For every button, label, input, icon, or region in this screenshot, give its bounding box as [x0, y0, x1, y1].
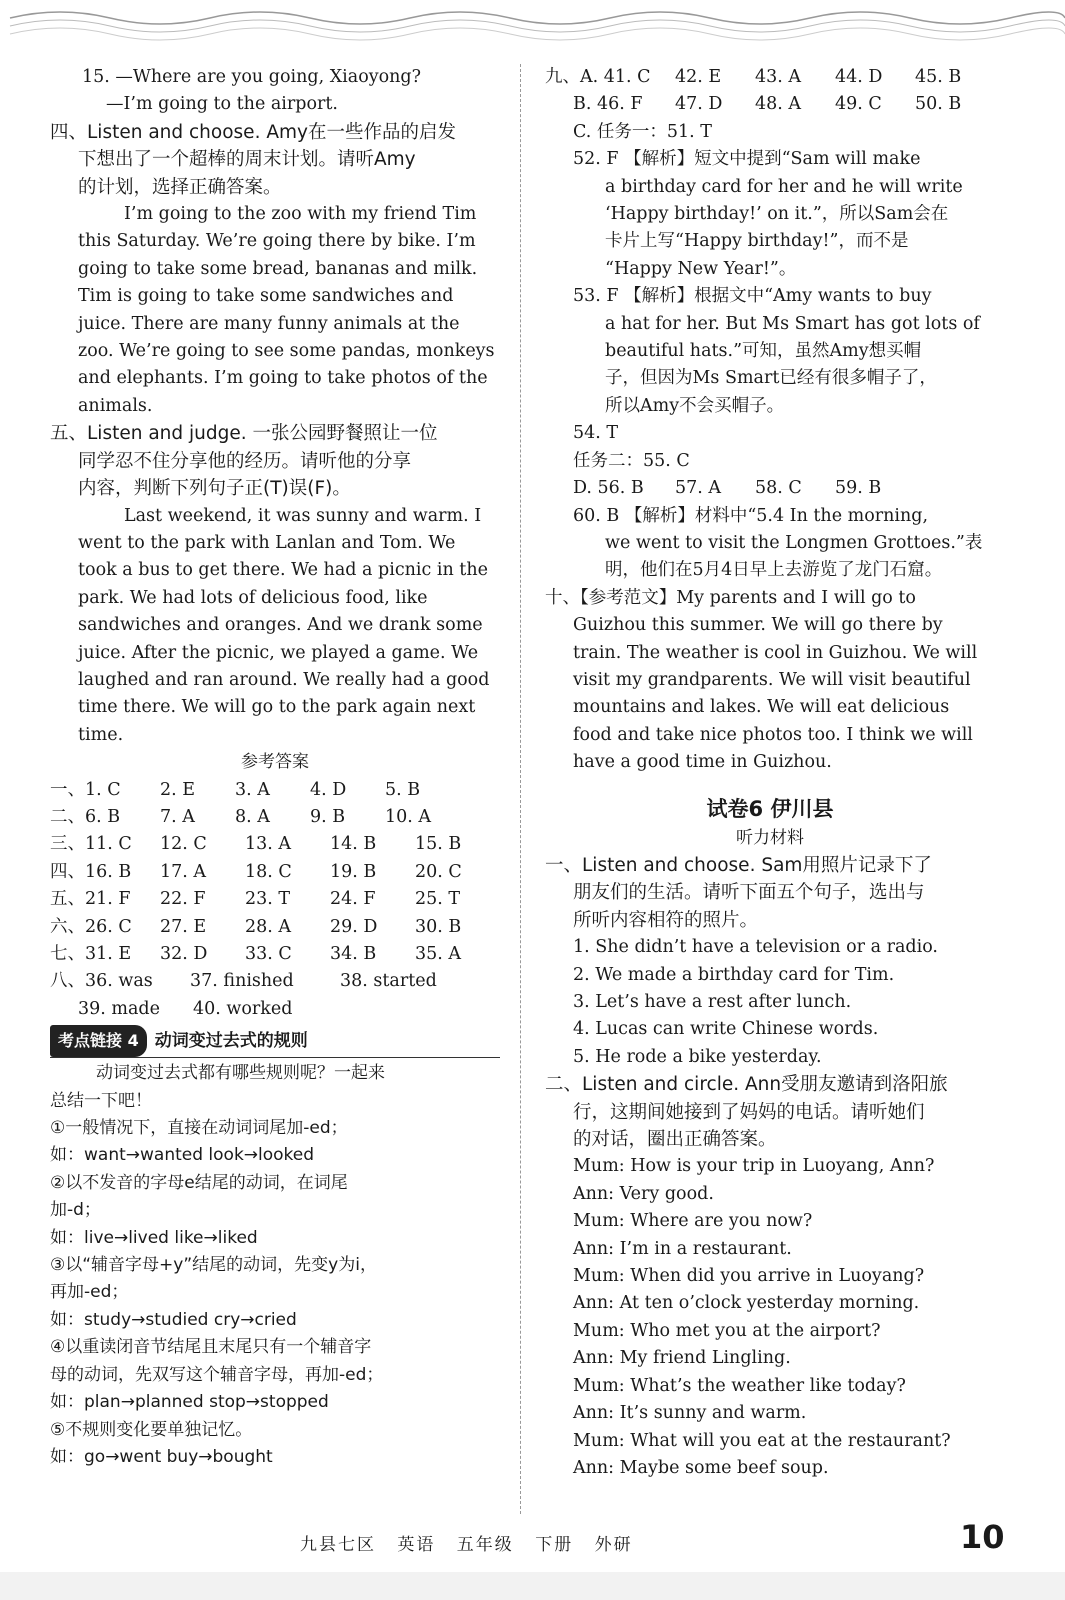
answer-cell: 43. A [755, 67, 802, 87]
dialogue-line: Mum: Where are you now? [573, 1211, 813, 1232]
knowledge-link-title: 动词变过去式的规则 [154, 1031, 308, 1052]
q53-line: 子，但因为Ms Smart已经有很多帽子了， [605, 368, 937, 389]
note-line: ④以重读闭音节结尾且末尾只有一个辅音字 [50, 1337, 372, 1358]
answer-cell: 九、A. 41. C [545, 67, 651, 87]
answer-cell: 18. C [245, 861, 292, 882]
answer-row [50, 804, 500, 831]
dialogue [545, 1153, 995, 1482]
dialogue-line: Ann: At ten o’clock yesterday morning. [573, 1293, 920, 1314]
dialogue-line: Ann: Maybe some beef soup. [573, 1457, 829, 1478]
knowledge-link-header [50, 1025, 500, 1058]
section1-title-1: 一、Listen and choose. Sam用照片记录下了 [545, 854, 932, 876]
dialogue-line: Mum: When did you arrive in Luoyang? [573, 1266, 925, 1287]
answer-cell: 八、36. was [50, 971, 153, 992]
answer-cell: 34. B [330, 944, 377, 964]
passage-line: laughed and ran around. We really had a good [78, 669, 490, 690]
passage-line: animals. [78, 395, 153, 416]
answer-cell: 24. F [330, 889, 376, 910]
listen-item: 2. We made a birthday card for Tim. [573, 964, 895, 985]
answer-cell: 12. C [160, 834, 207, 855]
section1-items [545, 934, 995, 1071]
section10-line: mountains and lakes. We will eat delicious [573, 697, 950, 718]
right-column [545, 64, 995, 1482]
answer-cell: 39. made [78, 998, 160, 1019]
answer-cell: 4. D [310, 779, 347, 800]
bottom-strip [0, 1572, 1065, 1600]
decorative-top-border [0, 0, 1065, 60]
section10-line: 十、【参考范文】My parents and I will go to [545, 587, 916, 608]
q53-line: 所以Amy不会买帽子。 [605, 395, 785, 416]
section10-line: have a good time in Guizhou. [573, 752, 832, 773]
answer-cell: 20. C [415, 861, 462, 882]
answer-cell: 27. E [160, 916, 207, 937]
task1-line: C. 任务一：51. T [573, 121, 712, 142]
note-line: 加-d； [50, 1200, 101, 1221]
q52-line: ‘Happy birthday!’ on it.”，所以Sam会在 [605, 204, 949, 225]
passage-line: time. [78, 724, 124, 745]
passage-line: going to take some bread, bananas and milk. [78, 258, 478, 279]
answer-cell: 29. D [330, 916, 378, 937]
answer-cell: 37. finished [190, 971, 294, 992]
answer-row [50, 831, 500, 858]
listening-material-heading: 听力材料 [736, 827, 804, 848]
section2-title-1: 二、Listen and circle. Ann受朋友邀请到洛阳旅 [545, 1074, 948, 1096]
section2-title-2: 行，这期间她接到了妈妈的电话。请听她们 [573, 1101, 925, 1123]
section4-passage [50, 201, 500, 420]
answer-cell: 45. B [915, 67, 962, 87]
answer-cell: 8. A [235, 806, 270, 827]
answer-row [545, 475, 995, 502]
answer-row [50, 941, 500, 968]
dialogue-line: Mum: How is your trip in Luoyang, Ann? [573, 1156, 935, 1177]
answer-row [50, 777, 500, 804]
dialogue-line: Mum: What’s the weather like today? [573, 1375, 906, 1396]
answer-cell: 15. B [415, 834, 462, 855]
section1-title-3: 所听内容相符的照片。 [573, 909, 759, 931]
dialogue-line: Mum: What will you eat at the restaurant? [573, 1430, 951, 1451]
passage-line: juice. There are many funny animals at the [78, 313, 460, 334]
q15-line-a: 15. —Where are you going, Xiaoyong? [82, 67, 422, 87]
paper6-title: 试卷6 伊川县 [706, 796, 834, 821]
dialogue-line: Ann: It’s sunny and warm. [573, 1403, 807, 1424]
rules-notes [50, 1060, 500, 1471]
section2-title-3: 的对话，圈出正确答案。 [573, 1129, 777, 1151]
answer-cell: 22. F [160, 889, 206, 910]
answer-cell: 44. D [835, 67, 883, 87]
answer-cell: 5. B [385, 779, 421, 800]
answer-row [50, 886, 500, 913]
q52-line: 52. F 【解析】短文中提到“Sam will make [573, 149, 921, 170]
passage-line: park. We had lots of delicious food, like [78, 587, 428, 608]
section1-title-2: 朋友们的生活。请听下面五个句子，选出与 [573, 882, 925, 904]
left-column [50, 64, 500, 1471]
note-line: 如：go→went buy→bought [50, 1446, 273, 1467]
answer-cell: 28. A [245, 916, 292, 937]
q53-line: a hat for her. But Ms Smart has got lots of [605, 313, 980, 334]
answer-cell: 58. C [755, 478, 802, 499]
section4-title-2: 下想出了一个超棒的周末计划。请听Amy [78, 149, 416, 171]
q53-block [545, 283, 995, 420]
section5-title-2: 同学忍不住分享他的经历。请听他的分享 [78, 450, 412, 472]
answer-cell: 三、11. C [50, 834, 132, 855]
passage-line: Last weekend, it was sunny and warm. I [124, 505, 482, 526]
q52-block [545, 146, 995, 283]
passage-line: time there. We will go to the park again next [78, 697, 476, 718]
answer-cell: 14. B [330, 834, 377, 855]
answer-cell: 四、16. B [50, 861, 132, 882]
passage-line: juice. After the picnic, we played a game. We [78, 642, 479, 663]
answer-cell: 13. A [245, 834, 292, 855]
answer-cell: 33. C [245, 944, 292, 964]
section10-line: Guizhou this summer. We will go there by [573, 615, 943, 636]
q53-line: beautiful hats.”可知，虽然Amy想买帽 [605, 341, 922, 362]
passage-line: I’m going to the zoo with my friend Tim [124, 204, 477, 225]
answer-row [50, 996, 500, 1023]
answer-cell: B. 46. F [573, 94, 643, 115]
q52-line: 卡片上写“Happy birthday!”，而不是 [605, 231, 909, 252]
dialogue-line: Ann: I’m in a restaurant. [573, 1238, 792, 1259]
section10-line: visit my grandparents. We will visit beautiful [573, 669, 971, 690]
note-line: 如：plan→planned stop→stopped [50, 1392, 329, 1413]
answer-cell: 9. B [310, 806, 346, 827]
section10-line: train. The weather is cool in Guizhou. We will [573, 642, 978, 663]
answer-cell: 2. E [160, 779, 196, 800]
answer-cell: 六、26. C [50, 916, 132, 937]
q60-block [545, 503, 995, 585]
answer-cell: 二、6. B [50, 806, 121, 827]
answer-cell: 七、31. E [50, 944, 132, 964]
answer-cell: 30. B [415, 916, 462, 937]
q15-line-b: —I’m going to the airport. [106, 94, 338, 115]
answer-cell: 一、1. C [50, 779, 121, 800]
answer-cell: 38. started [340, 971, 437, 992]
answer-table [50, 777, 500, 1024]
page-number: 10 [960, 1518, 1005, 1556]
note-line: 再加-ed； [50, 1282, 129, 1303]
answer-cell: 17. A [160, 861, 207, 882]
listen-item: 4. Lucas can write Chinese words. [573, 1019, 879, 1040]
listen-item: 5. He rode a bike yesterday. [573, 1046, 822, 1067]
answer-cell: 32. D [160, 944, 208, 964]
q60-line: we went to visit the Longmen Grottoes.”表 [605, 532, 983, 553]
answer-cell: 25. T [415, 889, 461, 910]
note-line: ③以“辅音字母+y”结尾的动词，先变y为i， [50, 1255, 377, 1276]
listen-item: 3. Let’s have a rest after lunch. [573, 992, 852, 1012]
listen-item: 1. She didn’t have a television or a radio. [573, 937, 938, 958]
answer-row [50, 914, 500, 941]
q60-line: 明，他们在5月4日早上去游览了龙门石窟。 [605, 560, 943, 581]
answer-cell: 10. A [385, 806, 432, 827]
answer-cell: 23. T [245, 889, 291, 910]
passage-line: this Saturday. We’re going there by bike. I’m [78, 231, 476, 252]
answer-row [545, 91, 995, 118]
note-line: 总结一下吧！ [50, 1090, 152, 1111]
answer-cell: 59. B [835, 478, 882, 499]
column-divider [520, 64, 521, 1514]
dialogue-line: Ann: Very good. [573, 1183, 714, 1204]
answer-cell: 50. B [915, 94, 962, 115]
dialogue-line: Ann: My friend Lingling. [573, 1348, 791, 1369]
section5-title-1: 五、Listen and judge. 一张公园野餐照让一位 [50, 423, 438, 445]
note-line: ⑤不规则变化要单独记忆。 [50, 1419, 253, 1440]
answer-row [545, 64, 995, 91]
note-line: 如：study→studied cry→cried [50, 1309, 297, 1330]
answer-cell: 35. A [415, 944, 462, 964]
q52-line: “Happy New Year!”。 [605, 258, 797, 279]
section10-line: food and take nice photos too. I think we will [573, 724, 973, 745]
q60-line: 60. B 【解析】材料中“5.4 In the morning, [573, 505, 929, 526]
answer-cell: 57. A [675, 478, 722, 499]
dialogue-line: Mum: Who met you at the airport? [573, 1320, 881, 1341]
passage-line: took a bus to get there. We had a picnic in the [78, 560, 488, 581]
page-footer [0, 1518, 1065, 1570]
passage-line: Tim is going to take some sandwiches and [78, 286, 454, 307]
section10-block [545, 585, 995, 777]
q53-line: 53. F 【解析】根据文中“Amy wants to buy [573, 286, 932, 307]
note-line: 如：want→wanted look→looked [50, 1145, 315, 1166]
passage-line: went to the park with Lanlan and Tom. We [78, 532, 456, 553]
answer-cell: 47. D [675, 94, 723, 115]
answers-heading: 参考答案 [241, 752, 309, 773]
passage-line: sandwiches and oranges. And we drank some [78, 615, 483, 636]
passage-line: zoo. We’re going to see some pandas, monkeys [78, 341, 495, 362]
answer-row [50, 859, 500, 886]
passage-line: and elephants. I’m going to take photos of the [78, 368, 488, 389]
knowledge-link-tag: 考点链接 4 [50, 1025, 147, 1057]
section4-title-1: 四、Listen and choose. Amy在一些作品的启发 [50, 121, 456, 143]
answer-cell: 42. E [675, 67, 722, 87]
footer-book-info: 九县七区 英语 五年级 下册 外研 [300, 1535, 633, 1555]
section4-title-3: 的计划，选择正确答案。 [78, 176, 282, 198]
section5-passage [50, 503, 500, 750]
q54-line: 54. T [573, 423, 619, 444]
answer-row [50, 968, 500, 995]
answer-cell: 49. C [835, 94, 882, 115]
answer-cell: 48. A [755, 94, 802, 115]
answer-cell: D. 56. B [573, 478, 644, 499]
answer-cell: 3. A [235, 779, 270, 800]
note-line: ②以不发音的字母e结尾的动词，在词尾 [50, 1172, 348, 1193]
note-line: ①一般情况下，直接在动词词尾加-ed； [50, 1118, 348, 1139]
answer-cell: 40. worked [193, 998, 293, 1019]
answer-cell: 19. B [330, 861, 377, 882]
q52-line: a birthday card for her and he will write [605, 176, 963, 197]
answer-cell: 五、21. F [50, 889, 131, 910]
task2-line: 任务二：55. C [573, 450, 690, 471]
section5-title-3: 内容，判断下列句子正(T)误(F)。 [78, 478, 351, 500]
answer-cell: 7. A [160, 806, 195, 827]
note-line: 如：live→lived like→liked [50, 1227, 258, 1248]
note-line: 母的动词，先双写这个辅音字母，再加-ed； [50, 1364, 384, 1385]
note-line: 动词变过去式都有哪些规则呢？一起来 [96, 1063, 385, 1084]
